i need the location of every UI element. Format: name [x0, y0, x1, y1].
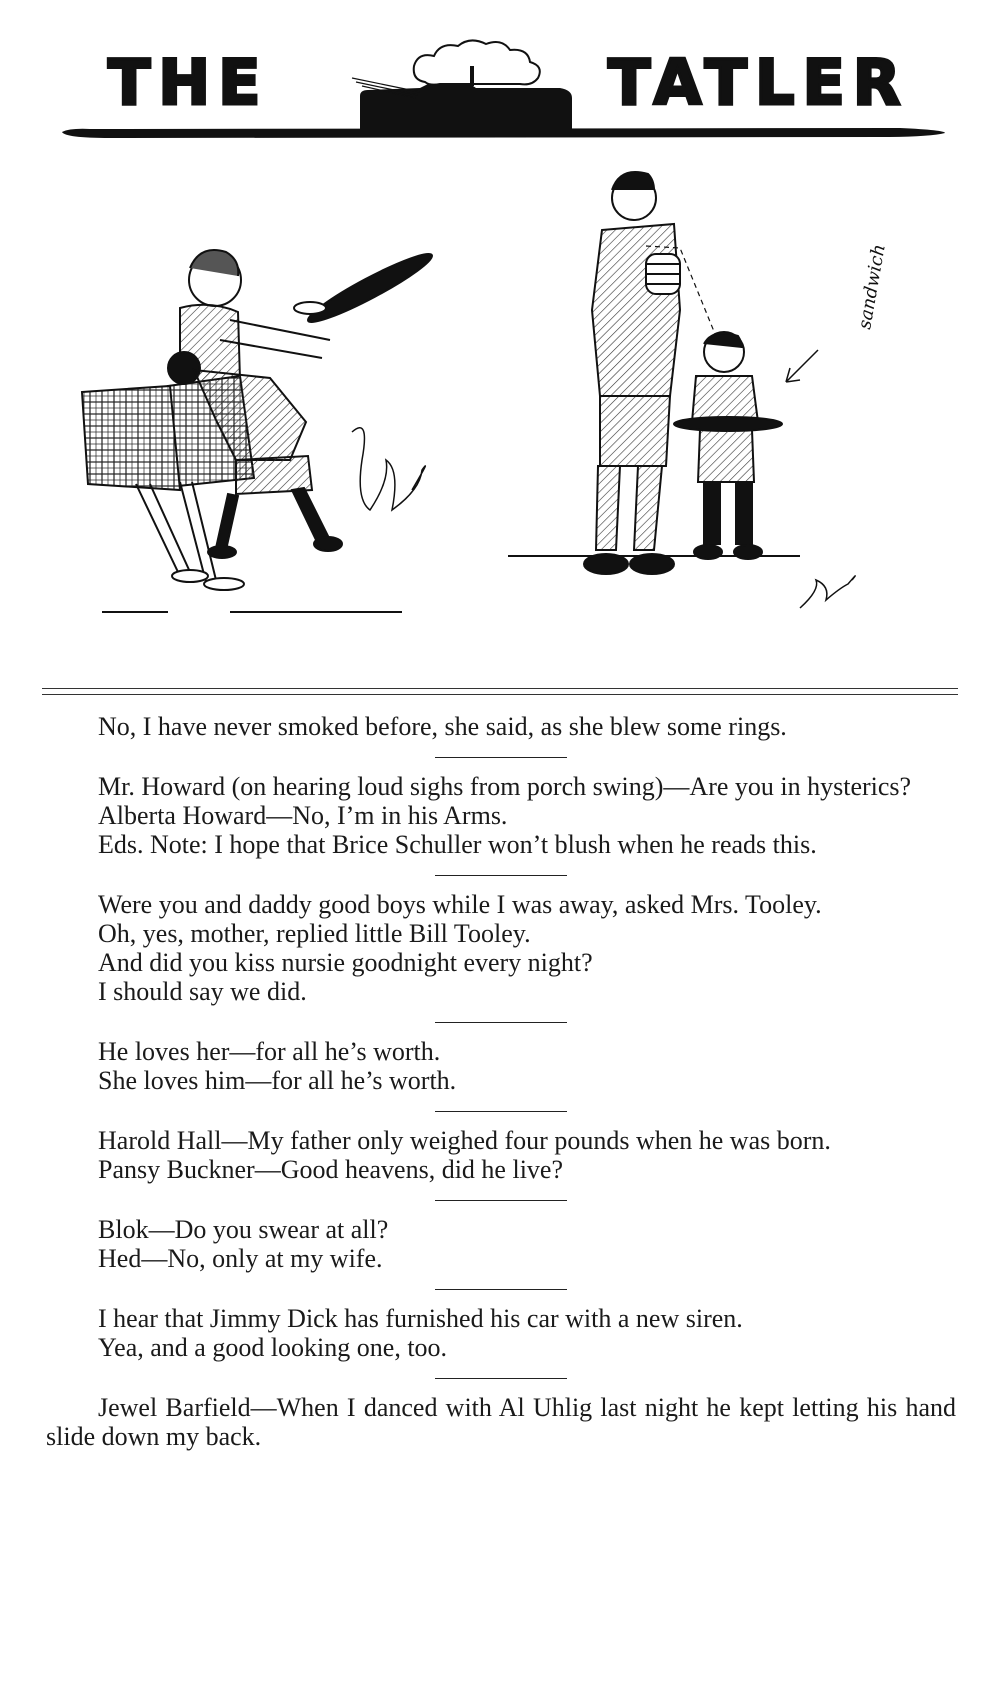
joke-line: I should say we did.	[98, 977, 307, 1006]
joke-separator	[435, 757, 567, 758]
masthead-left-word: THE	[108, 46, 269, 119]
joke-line: Alberta Howard—No, I’m in his Arms.	[98, 801, 508, 830]
joke-line: Harold Hall—My father only weighed four pounds when he was born.	[98, 1126, 831, 1155]
joke-line: He loves her—for all he’s worth.	[98, 1037, 441, 1066]
joke-line: Oh, yes, mother, replied little Bill Tooley.	[98, 919, 531, 948]
joke-separator	[435, 1378, 567, 1379]
joke-item	[46, 772, 956, 859]
joke-item	[46, 1304, 956, 1362]
sandwich-caption: sandwich	[854, 242, 890, 331]
cartoons-svg	[40, 160, 960, 680]
joke-line: Were you and daddy good boys while I was away, asked Mrs. Tooley.	[98, 890, 822, 919]
joke-line: No, I have never smoked before, she said, as she blew some rings.	[98, 712, 787, 741]
joke-line: She loves him—for all he’s worth.	[98, 1066, 457, 1095]
joke-line: And did you kiss nursie goodnight every night?	[98, 948, 593, 977]
joke-item	[46, 712, 956, 741]
joke-line: Hed—No, only at my wife.	[98, 1244, 383, 1273]
joke-line: Mr. Howard (on hearing loud sighs from porch swing)—Are you in hysterics?	[98, 772, 912, 801]
cartoon-soldier-with-boy-tray-icon	[508, 172, 855, 608]
joke-separator	[435, 1111, 567, 1112]
joke-separator	[435, 875, 567, 876]
joke-line: I hear that Jimmy Dick has furnished his car with a new siren.	[98, 1304, 743, 1333]
joke-line: Yea, and a good looking one, too.	[98, 1333, 448, 1362]
joke-separator	[435, 1022, 567, 1023]
section-divider	[42, 688, 958, 695]
masthead	[0, 0, 1000, 150]
joke-line: Eds. Note: I hope that Brice Schuller won’t blush when he reads this.	[98, 830, 817, 859]
joke-item	[46, 1037, 956, 1095]
joke-line: Jewel Barfield—When I danced with Al Uhlig last night he kept letting his hand slide down my back.	[46, 1393, 956, 1451]
joke-line: Pansy Buckner—Good heavens, did he live?	[98, 1155, 564, 1184]
cartoon-woman-spanking-boy-icon	[82, 246, 437, 612]
masthead-right-word: TATLER	[608, 46, 909, 119]
joke-separator	[435, 1200, 567, 1201]
jokes-column	[46, 712, 956, 1451]
joke-separator	[435, 1289, 567, 1290]
joke-item	[46, 1215, 956, 1273]
joke-item	[46, 890, 956, 1006]
joke-line: Blok—Do you swear at all?	[98, 1215, 389, 1244]
joke-item	[46, 1393, 956, 1451]
illustration-panel	[40, 160, 960, 680]
joke-item	[46, 1126, 956, 1184]
